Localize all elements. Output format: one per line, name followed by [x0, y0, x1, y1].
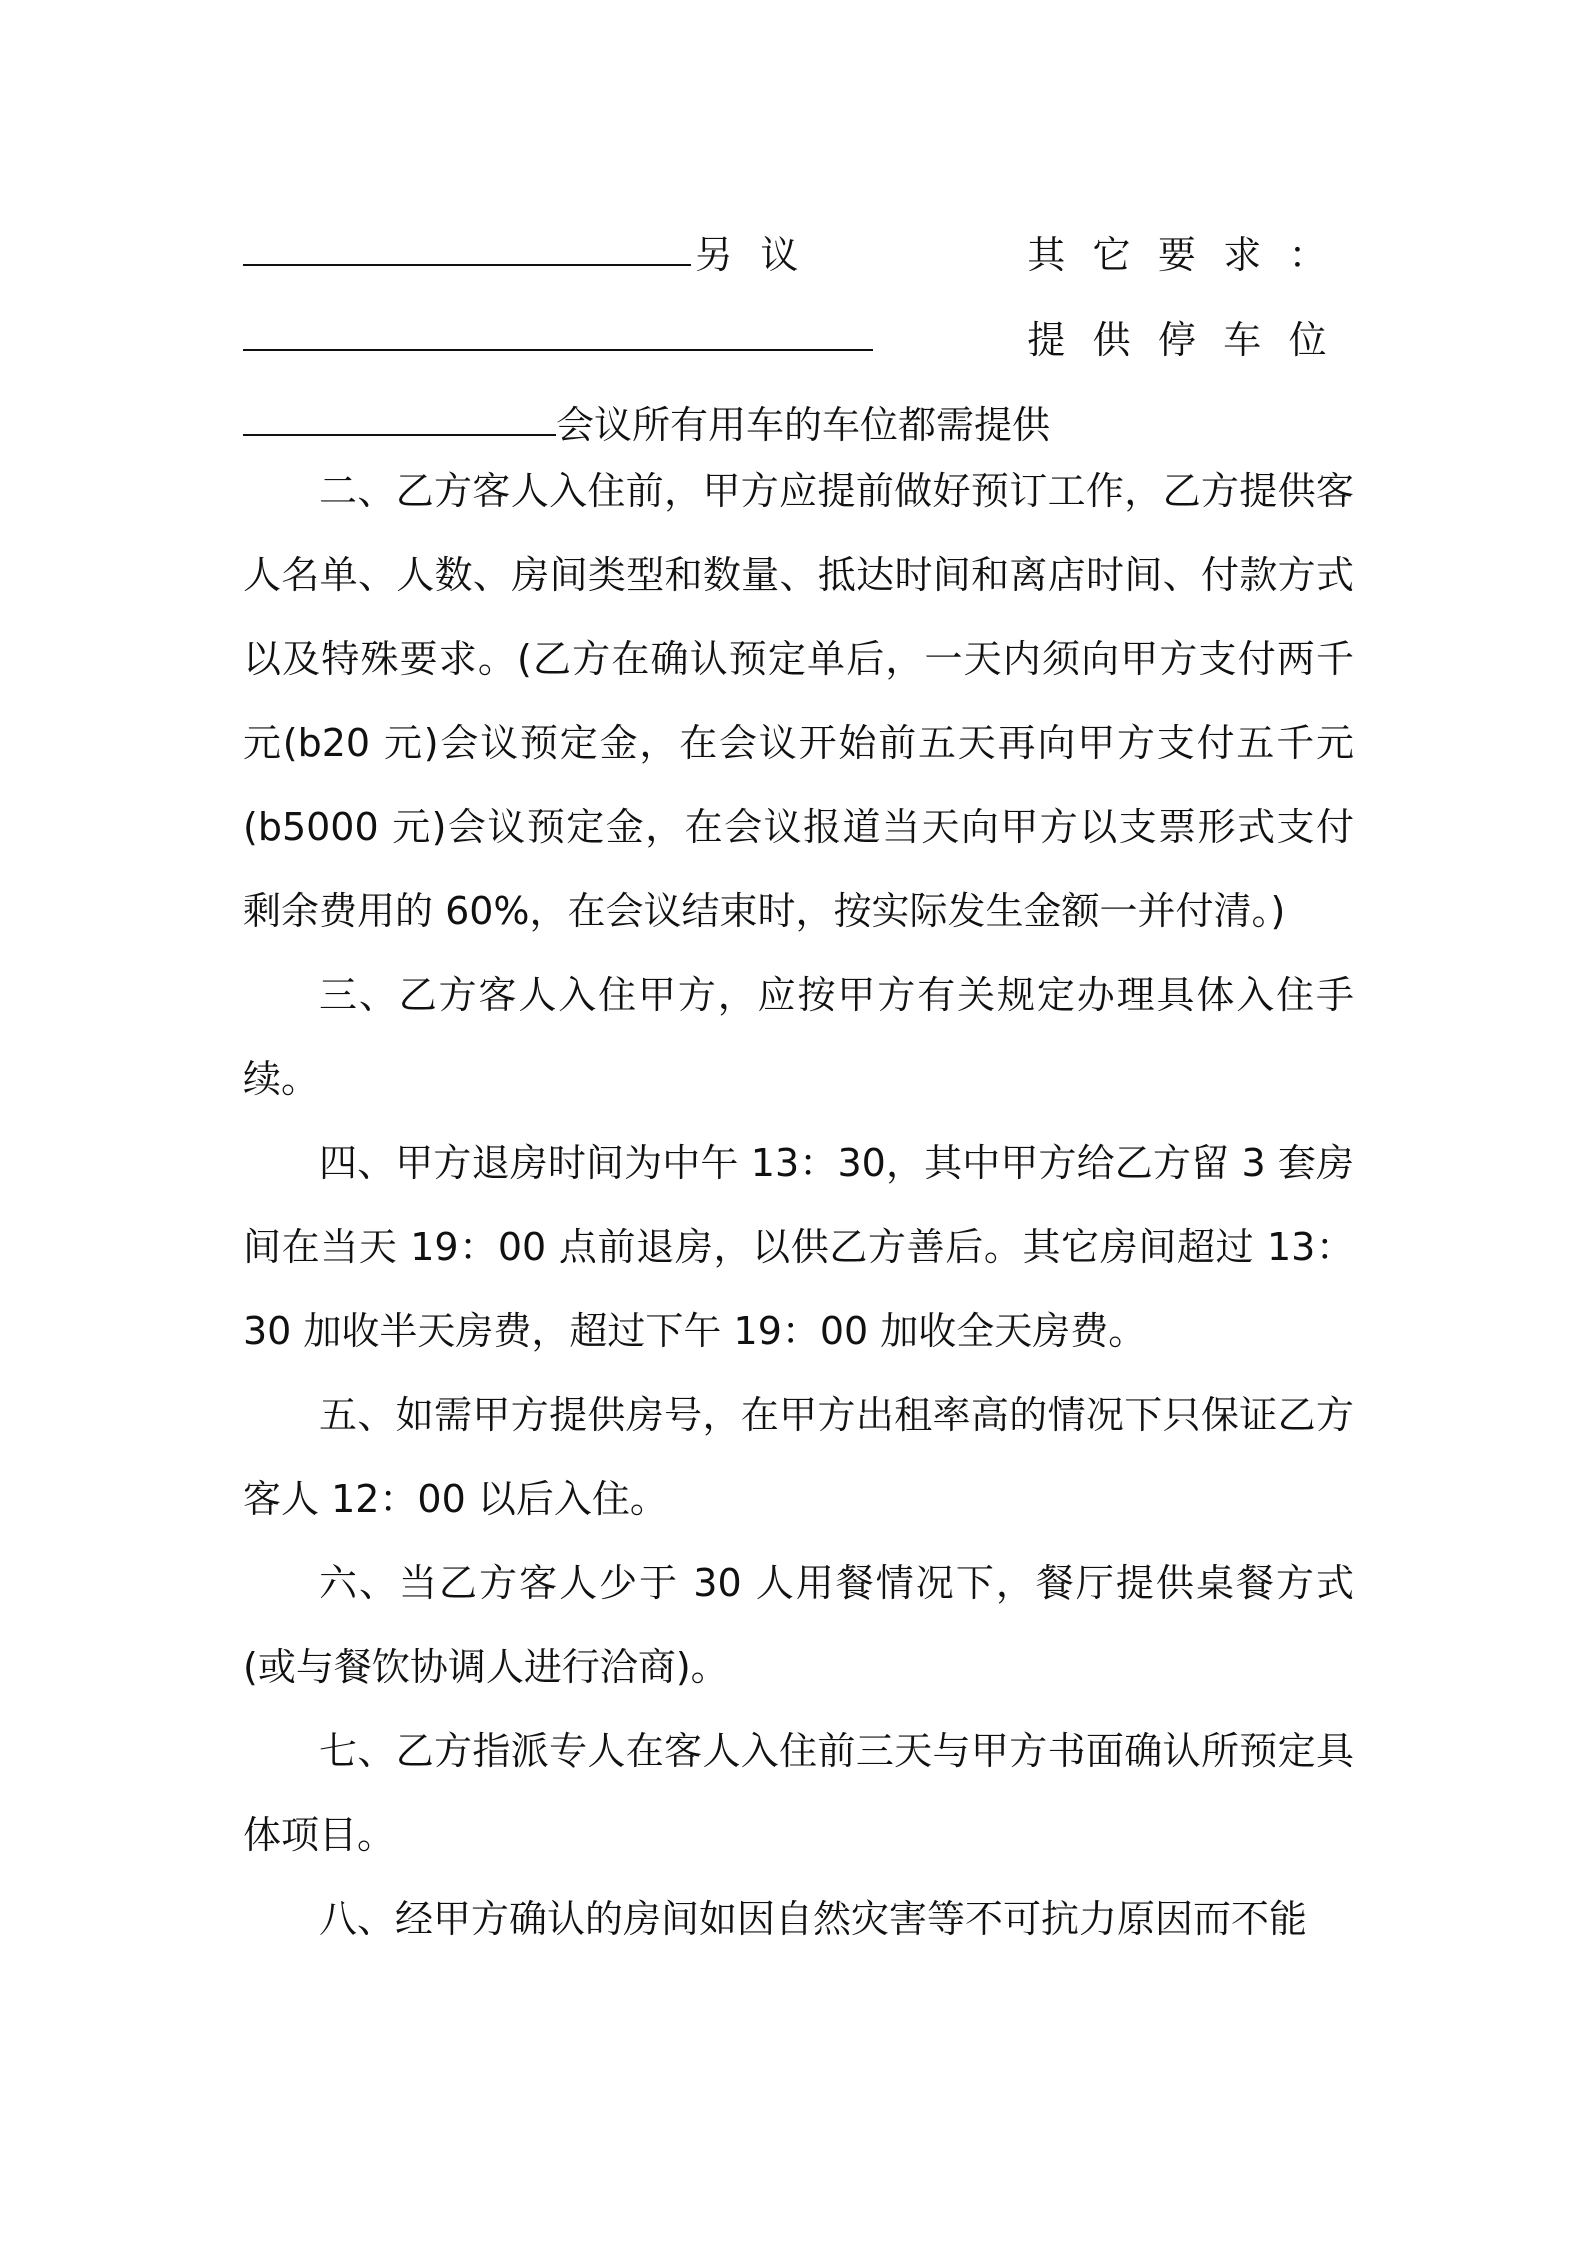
label-vehicle-spaces: 会议所有用车的车位都需提供	[556, 403, 1051, 447]
clause-2-paragraph: 二、乙方客人入住前，甲方应提前做好预订工作，乙方提供客人名单、人数、房间类型和数量、抵达时间和离店时间、付款方式以及特殊要求。(乙方在确认预定单后，一天内须向甲方支付两千元(b20 元)会议预定金，在会议开始前五天再向甲方支付五千元(b5000 元)会议预定金，在会议报道当天向甲方以支票形式支付剩余费用的 60%，在会议结束时，按实际发生金额一并付清。)	[243, 469, 1354, 933]
clause-3-paragraph: 三、乙方客人入住甲方，应按甲方有关规定办理具体入住手续。	[243, 973, 1354, 1101]
label-parking: 提供停车位	[1027, 318, 1354, 362]
blank-underline	[243, 234, 691, 266]
fill-line-parking	[243, 279, 1354, 364]
clause-5-paragraph: 五、如需甲方提供房号，在甲方出租率高的情况下只保证乙方客人 12：00 以后入住。	[243, 1393, 1354, 1521]
clause-4-paragraph: 四、甲方退房时间为中午 13：30，其中甲方给乙方留 3 套房间在当天 19：00 点前退房，以供乙方善后。其它房间超过 13：30 加收半天房费，超过下午 19：00 加收全天房费。	[243, 1141, 1354, 1353]
label-other-meeting: 另议	[695, 233, 826, 277]
blank-underline	[243, 404, 556, 436]
fill-line-vehicle-spaces	[243, 364, 1354, 449]
clause-6-paragraph: 六、当乙方客人少于 30 人用餐情况下，餐厅提供桌餐方式(或与餐饮协调人进行洽商)。	[243, 1561, 1354, 1689]
document-body	[243, 195, 1354, 1961]
label-other-requirements: 其它要求：	[1027, 233, 1354, 277]
fill-line-other-requirements	[243, 195, 1354, 279]
clause-7-paragraph: 七、乙方指派专人在客人入住前三天与甲方书面确认所预定具体项目。	[243, 1729, 1354, 1857]
blank-underline	[243, 319, 873, 351]
clause-8-paragraph: 八、经甲方确认的房间如因自然灾害等不可抗力原因而不能	[319, 1897, 1308, 1941]
